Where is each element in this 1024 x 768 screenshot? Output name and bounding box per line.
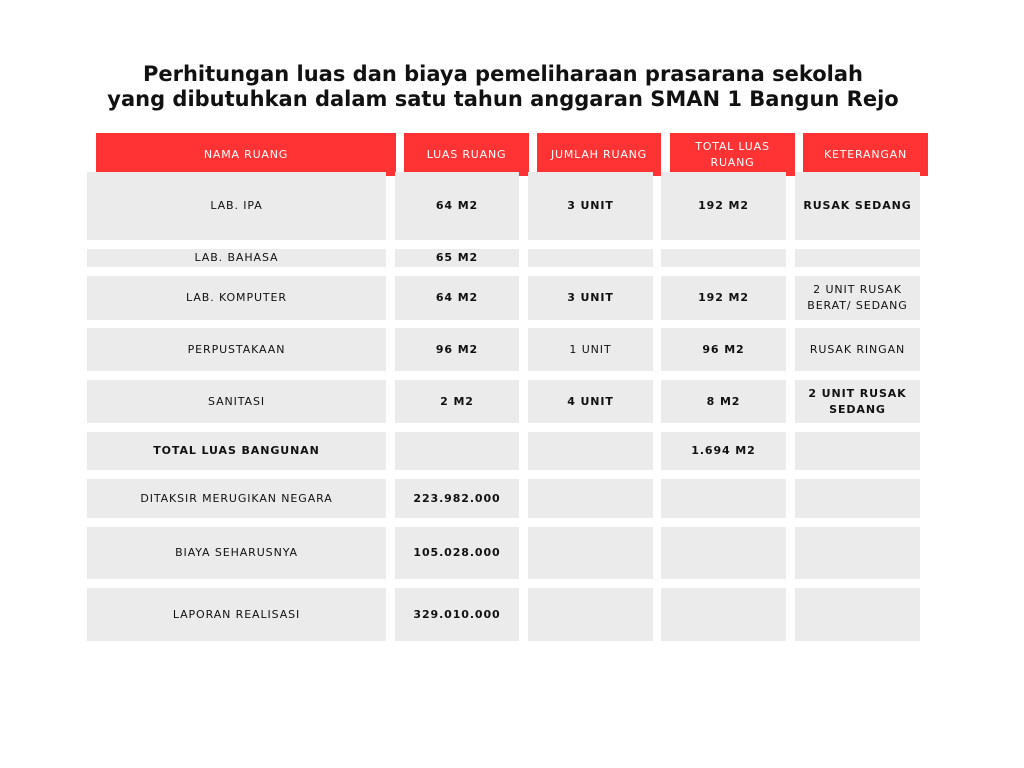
header-keterangan: KETERANGAN [803,133,928,176]
cell-total-luas [661,588,786,641]
cell-luas-ruang: 65 M2 [395,249,519,267]
cell-total-luas: 192 M2 [661,276,786,320]
cell-jumlah-ruang [528,432,653,470]
cell-total-luas: 8 M2 [661,380,786,423]
title-line-2: yang dibutuhkan dalam satu tahun anggaran SMAN 1 Bangun Rejo [107,87,899,111]
header-nama-ruang: NAMA RUANG [96,133,396,176]
cell-nama-ruang: BIAYA SEHARUSNYA [87,527,386,579]
cell-keterangan [795,527,920,579]
cell-keterangan [795,479,920,518]
cell-total-luas [661,249,786,267]
cell-keterangan [795,432,920,470]
cell-keterangan: RUSAK SEDANG [795,172,920,240]
cell-jumlah-ruang: 3 UNIT [528,276,653,320]
cell-luas-ruang: 105.028.000 [395,527,519,579]
cell-luas-ruang: 329.010.000 [395,588,519,641]
cell-nama-ruang: SANITASI [87,380,386,423]
cell-keterangan: RUSAK RINGAN [795,328,920,371]
cell-jumlah-ruang: 3 UNIT [528,172,653,240]
cell-jumlah-ruang: 1 UNIT [528,328,653,371]
cell-luas-ruang: 64 M2 [395,276,519,320]
cell-keterangan: 2 UNIT RUSAK SEDANG [795,380,920,423]
cell-luas-ruang: 2 M2 [395,380,519,423]
cell-luas-ruang: 96 M2 [395,328,519,371]
page-title [0,62,1006,112]
cell-jumlah-ruang [528,479,653,518]
cell-nama-ruang: LAB. KOMPUTER [87,276,386,320]
cell-keterangan [795,588,920,641]
cell-nama-ruang: LAB. BAHASA [87,249,386,267]
header-total-luas-ruang: TOTAL LUAS RUANG [670,133,795,176]
cell-luas-ruang: 223.982.000 [395,479,519,518]
title-line-1: Perhitungan luas dan biaya pemeliharaan prasarana sekolah [142,62,864,86]
cell-nama-ruang: TOTAL LUAS BANGUNAN [87,432,386,470]
cell-luas-ruang: 64 M2 [395,172,519,240]
cell-total-luas: 96 M2 [661,328,786,371]
cell-keterangan [795,249,920,267]
cell-nama-ruang: LAB. IPA [87,172,386,240]
cell-total-luas [661,479,786,518]
cell-luas-ruang [395,432,519,470]
cell-jumlah-ruang [528,588,653,641]
cell-jumlah-ruang: 4 UNIT [528,380,653,423]
cell-nama-ruang: LAPORAN REALISASI [87,588,386,641]
cell-total-luas: 192 M2 [661,172,786,240]
cell-nama-ruang: DITAKSIR MERUGIKAN NEGARA [87,479,386,518]
cell-jumlah-ruang [528,527,653,579]
cell-total-luas [661,527,786,579]
cell-keterangan: 2 UNIT RUSAK BERAT/ SEDANG [795,276,920,320]
cell-jumlah-ruang [528,249,653,267]
cell-nama-ruang: PERPUSTAKAAN [87,328,386,371]
header-jumlah-ruang: JUMLAH RUANG [537,133,661,176]
header-luas-ruang: LUAS RUANG [404,133,529,176]
cell-total-luas: 1.694 M2 [661,432,786,470]
